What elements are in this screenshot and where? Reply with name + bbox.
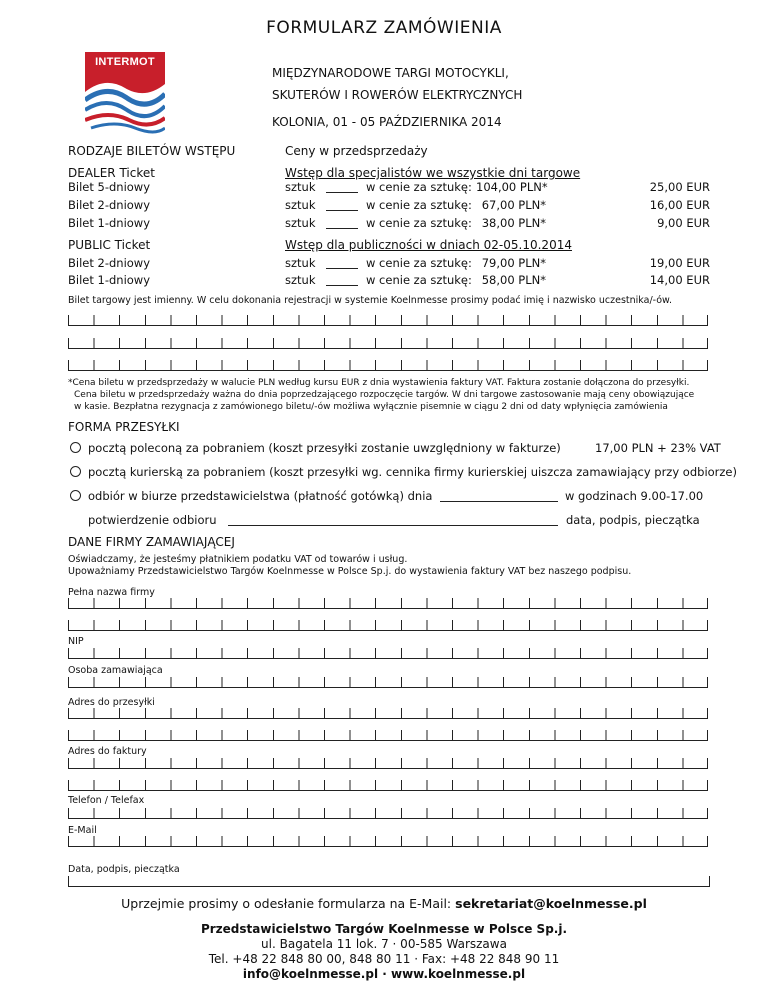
public-subheading: Wstęp dla publiczności w dniach 02-05.10.2014 <box>285 238 572 252</box>
unit-label: sztuk <box>285 273 316 287</box>
footer-request-email[interactable]: sekretariat@koelnmesse.pl <box>455 896 647 911</box>
footer-request-text: Uprzejmie prosimy o odesłanie formularza na E-Mail: <box>121 896 452 911</box>
page-title: FORMULARZ ZAMÓWIENIA <box>266 18 502 38</box>
quantity-field[interactable] <box>326 274 358 286</box>
company-name-grid[interactable] <box>68 598 708 609</box>
price-label: w cenie za sztukę: <box>366 180 472 194</box>
price-label: w cenie za sztukę: <box>366 273 472 287</box>
price-label: w cenie za sztukę: <box>366 256 472 270</box>
ticket-personal-note: Bilet targowy jest imienny. W celu dokonania rejestracji w systemie Koelnmesse prosimy podać imię i nazwisko uczestnika/-ów. <box>68 295 672 306</box>
footer-company: Przedstawicielstwo Targów Koelnmesse w Polsce Sp.j. <box>200 922 568 936</box>
company-header: DANE FIRMY ZAMAWIAJĄCEJ <box>68 535 235 549</box>
footer-phones: Tel. +48 22 848 80 00, 848 80 11 · Fax: +48 22 848 90 11 <box>208 952 560 966</box>
footnote-line-3: w kasie. Bezpłatna rezygnacja z zamówionego biletu/-ów możliwa wyłącznie pisemnie w ciągu 2 dni od daty wpłynięcia zamówienia <box>74 402 668 412</box>
invoice-address-grid[interactable] <box>68 758 708 769</box>
footer-web[interactable]: info@koelnmesse.pl · www.koelnmesse.pl <box>242 967 526 981</box>
dealer-subheading: Wstęp dla specjalistów we wszystkie dni targowe <box>285 166 581 180</box>
nip-label: NIP <box>68 636 84 647</box>
public-ticket-name: Bilet 1-dniowy <box>68 273 151 287</box>
vat-declaration: Oświadczamy, że jesteśmy płatnikiem podatku VAT od towarów i usług. <box>68 554 408 565</box>
event-line-2: SKUTERÓW I ROWERÓW ELEKTRYCZNYCH <box>272 88 523 102</box>
pickup-confirm-field[interactable] <box>228 514 558 526</box>
footnote-line-2: Cena biletu w przedsprzedaży ważna do dnia poprzedzającego rozpoczęcie targów. W dni targowe zastosowanie mają ceny obowiązujące <box>74 390 695 400</box>
price-eur: 19,00 EUR <box>649 256 710 270</box>
quantity-field[interactable] <box>326 257 358 269</box>
dealer-ticket-name: Bilet 2-dniowy <box>68 198 151 212</box>
company-name-label: Pełna nazwa firmy <box>68 587 155 598</box>
price-eur: 25,00 EUR <box>649 180 710 194</box>
footer-request <box>0 896 768 911</box>
phone-grid[interactable] <box>68 808 708 819</box>
logo-wave-icon <box>85 70 165 136</box>
shipping-address-label: Adres do przesyłki <box>68 697 155 708</box>
intermot-logo <box>85 52 165 136</box>
pickup-date-field[interactable] <box>440 490 558 502</box>
footnote-line-1: *Cena biletu w przedsprzedaży w walucie PLN według kursu EUR z dnia wystawienia faktury VAT. Faktura zostanie dołączona do przesyłki. <box>68 378 690 388</box>
pickup-confirm-suffix: data, podpis, pieczątka <box>566 513 700 527</box>
radio-office-pickup[interactable] <box>70 490 81 501</box>
radio-courier[interactable] <box>70 466 81 477</box>
radio-registered-mail[interactable] <box>70 442 81 453</box>
price-pln: 58,00 PLN* <box>481 273 546 287</box>
phone-label: Telefon / Telefax <box>68 795 145 806</box>
date-signature-label: Data, podpis, pieczątka <box>68 864 180 875</box>
event-dates: KOLONIA, 01 - 05 PAŹDZIERNIKA 2014 <box>272 115 502 129</box>
company-name-grid[interactable] <box>68 620 708 631</box>
participant-name-grid[interactable] <box>68 315 708 326</box>
price-pln: 38,00 PLN* <box>481 216 546 230</box>
email-label: E-Mail <box>68 825 97 836</box>
ordering-person-grid[interactable] <box>68 677 708 688</box>
dealer-ticket-name: Bilet 1-dniowy <box>68 216 151 230</box>
shipping-option-1: pocztą poleconą za pobraniem (koszt przesyłki zostanie uwzględniony w fakturze) <box>88 441 561 455</box>
invoice-address-label: Adres do faktury <box>68 746 147 757</box>
shipping-address-grid[interactable] <box>68 708 708 719</box>
email-grid[interactable] <box>68 836 708 847</box>
vat-authorization: Upoważniamy Przedstawicielstwo Targów Koelnmesse w Polsce Sp.j. do wystawienia faktury VAT bez naszego podpisu. <box>68 566 632 577</box>
presale-prices-header: Ceny w przedsprzedaży <box>285 144 428 158</box>
price-label: w cenie za sztukę: <box>366 198 472 212</box>
price-label: w cenie za sztukę: <box>366 216 472 230</box>
quantity-field[interactable] <box>326 181 358 193</box>
price-pln: 79,00 PLN* <box>481 256 546 270</box>
nip-grid[interactable] <box>68 648 708 659</box>
shipping-option-3: odbiór w biurze przedstawicielstwa (płatność gotówką) dnia <box>88 489 433 503</box>
shipping-option-2: pocztą kurierską za pobraniem (koszt przesyłki wg. cennika firmy kurierskiej uiszcza zamawiający przy odbiorze) <box>88 465 737 479</box>
public-ticket-heading: PUBLIC Ticket <box>68 238 151 252</box>
public-ticket-name: Bilet 2-dniowy <box>68 256 151 270</box>
shipping-header: FORMA PRZESYŁKI <box>68 420 180 434</box>
unit-label: sztuk <box>285 180 316 194</box>
ticket-types-header: RODZAJE BILETÓW WSTĘPU <box>68 144 236 158</box>
unit-label: sztuk <box>285 216 316 230</box>
quantity-field[interactable] <box>326 217 358 229</box>
shipping-address-grid[interactable] <box>68 730 708 741</box>
unit-label: sztuk <box>285 256 316 270</box>
shipping-option-1-price: 17,00 PLN + 23% VAT <box>595 441 721 455</box>
pickup-hours: w godzinach 9.00-17.00 <box>565 489 704 503</box>
pickup-confirm-label: potwierdzenie odbioru <box>88 513 217 527</box>
dealer-ticket-name: Bilet 5-dniowy <box>68 180 151 194</box>
dealer-ticket-heading: DEALER Ticket <box>68 166 155 180</box>
ordering-person-label: Osoba zamawiająca <box>68 665 163 676</box>
participant-name-grid[interactable] <box>68 338 708 349</box>
quantity-field[interactable] <box>326 199 358 211</box>
price-pln: 67,00 PLN* <box>481 198 546 212</box>
logo-text: INTERMOT <box>95 56 155 68</box>
footer-address: ul. Bagatela 11 lok. 7 · 00-585 Warszawa <box>261 937 507 951</box>
participant-name-grid[interactable] <box>68 360 708 371</box>
price-eur: 9,00 EUR <box>657 216 710 230</box>
price-eur: 14,00 EUR <box>649 273 710 287</box>
date-signature-field[interactable] <box>68 876 710 887</box>
price-eur: 16,00 EUR <box>649 198 710 212</box>
unit-label: sztuk <box>285 198 316 212</box>
event-line-1: MIĘDZYNARODOWE TARGI MOTOCYKLI, <box>272 66 509 80</box>
invoice-address-grid[interactable] <box>68 780 708 791</box>
price-pln: 104,00 PLN* <box>476 180 548 194</box>
